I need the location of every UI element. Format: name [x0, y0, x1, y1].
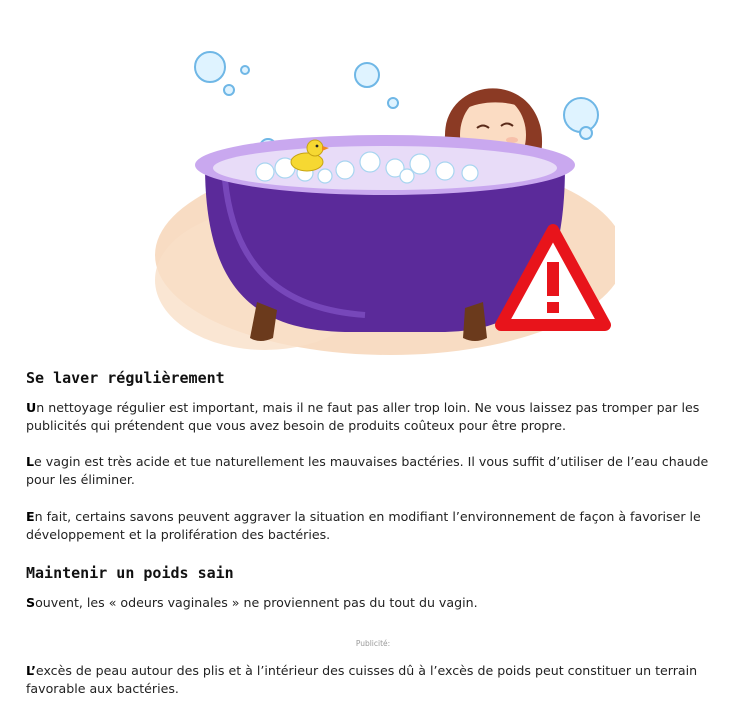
paragraph [26, 453, 726, 489]
paragraph-text: n fait, certains savons peuvent aggraver la situation en modifiant l’environnement de façon à favoriser le développement et la prolifération des bactéries. [26, 509, 701, 542]
paragraph [26, 508, 726, 544]
section-heading-weight: Maintenir un poids sain [26, 564, 234, 582]
drop-letter: L [26, 454, 35, 469]
paragraph [26, 662, 726, 698]
drop-letter: S [26, 595, 36, 610]
paragraph [26, 594, 726, 612]
paragraph-text: ouvent, les « odeurs vaginales » ne proviennent pas du tout du vagin. [35, 595, 478, 610]
paragraph-text: e vagin est très acide et tue naturellement les mauvaises bactéries. Il vous suffit d’utiliser de l’eau chaude pour les éliminer. [26, 454, 709, 487]
drop-letter: U [26, 400, 37, 415]
bath-illustration [145, 40, 615, 355]
drop-letter: L’ [26, 663, 36, 678]
paragraph-text: excès de peau autour des plis et à l’intérieur des cuisses dû à l’excès de poids peut constituer un terrain favorable aux bactéries. [26, 663, 698, 696]
ad-label: Publicité: [355, 639, 391, 648]
section-heading-wash: Se laver régulièrement [26, 369, 225, 387]
paragraph-text: n nettoyage régulier est important, mais il ne faut pas aller trop loin. Ne vous laissez pas tromper par les publicités qui prétendent que vous avez besoin de produits coûteux pour être propre. [26, 400, 700, 433]
paragraph [26, 399, 726, 435]
drop-letter: E [26, 509, 35, 524]
